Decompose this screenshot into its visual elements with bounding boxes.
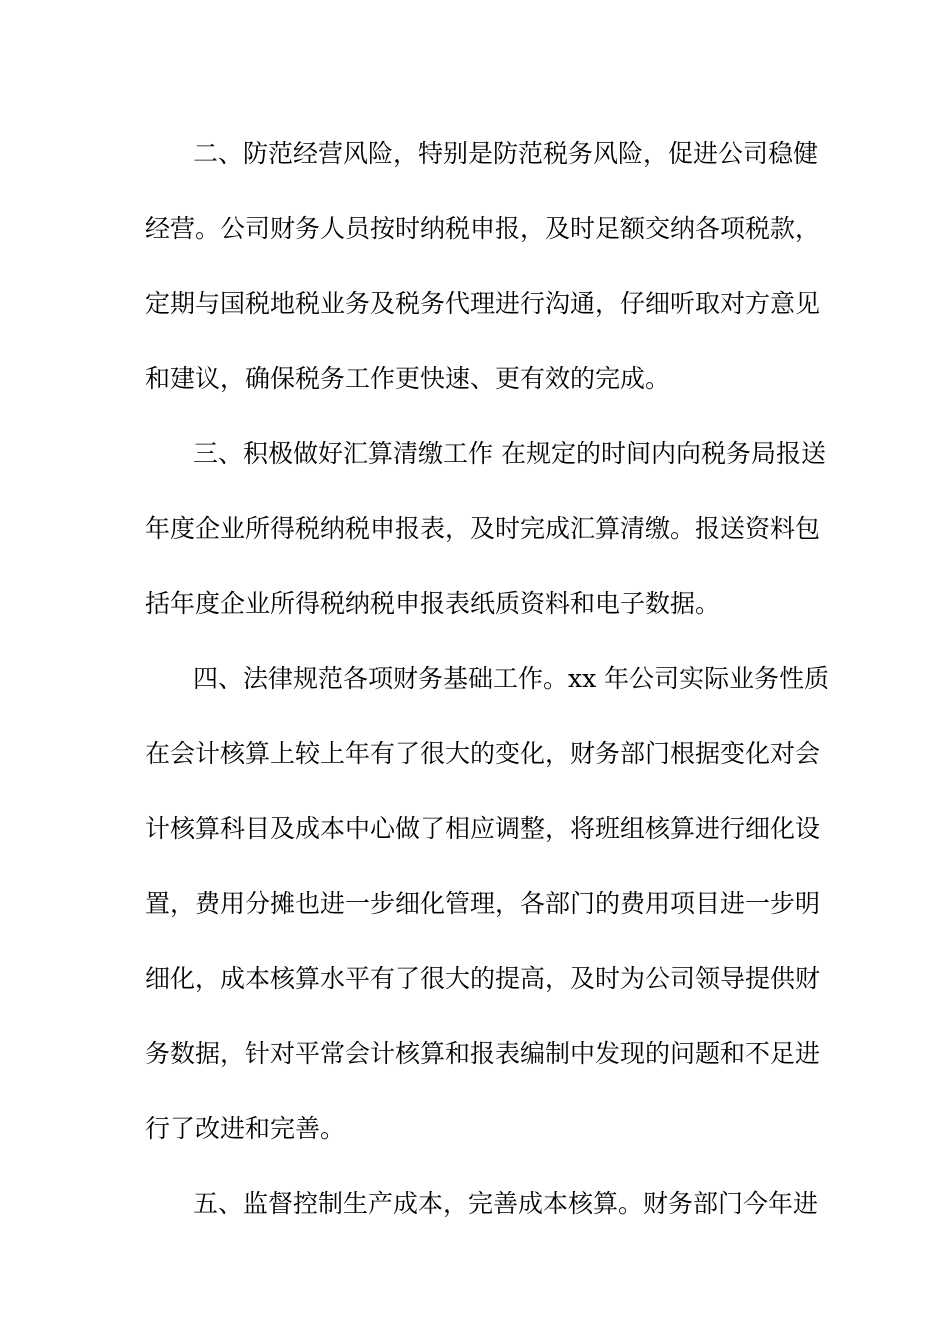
paragraph-2-line-4: 和建议，确保税务工作更快速、更有效的完成。 xyxy=(145,364,671,393)
paragraph-4-line-4: 置，费用分摊也进一步细化管理，各部门的费用项目进一步明 xyxy=(145,889,821,918)
paragraph-4-line-6: 务数据，针对平常会计核算和报表编制中发现的问题和不足进 xyxy=(145,1039,821,1068)
paragraph-3-line-2: 年度企业所得税纳税申报表，及时完成汇算清缴。报送资料包 xyxy=(145,514,821,543)
paragraph-3-line-3: 括年度企业所得税纳税申报表纸质资料和电子数据。 xyxy=(145,589,721,618)
paragraph-4-line-2: 在会计核算上较上年有了很大的变化，财务部门根据变化对会 xyxy=(145,739,821,768)
paragraph-2-line-1: 二、防范经营风险，特别是防范税务风险，促进公司稳健 xyxy=(193,139,819,168)
paragraph-4-line-3: 计核算科目及成本中心做了相应调整，将班组核算进行细化设 xyxy=(145,814,821,843)
paragraph-3-line-1: 三、积极做好汇算清缴工作 在规定的时间内向税务局报送 xyxy=(193,439,826,468)
paragraph-2-line-3: 定期与国税地税业务及税务代理进行沟通，仔细听取对方意见 xyxy=(145,289,821,318)
paragraph-4-line-7: 行了改进和完善。 xyxy=(145,1114,346,1143)
paragraph-4-line-1: 四、法律规范各项财务基础工作。xx 年公司实际业务性质 xyxy=(193,664,830,693)
paragraph-4-line-5: 细化，成本核算水平有了很大的提高，及时为公司领导提供财 xyxy=(145,964,821,993)
paragraph-2-line-2: 经营。公司财务人员按时纳税申报，及时足额交纳各项税款， xyxy=(145,214,821,243)
paragraph-5-line-1: 五、监督控制生产成本，完善成本核算。财务部门今年进 xyxy=(193,1189,819,1218)
